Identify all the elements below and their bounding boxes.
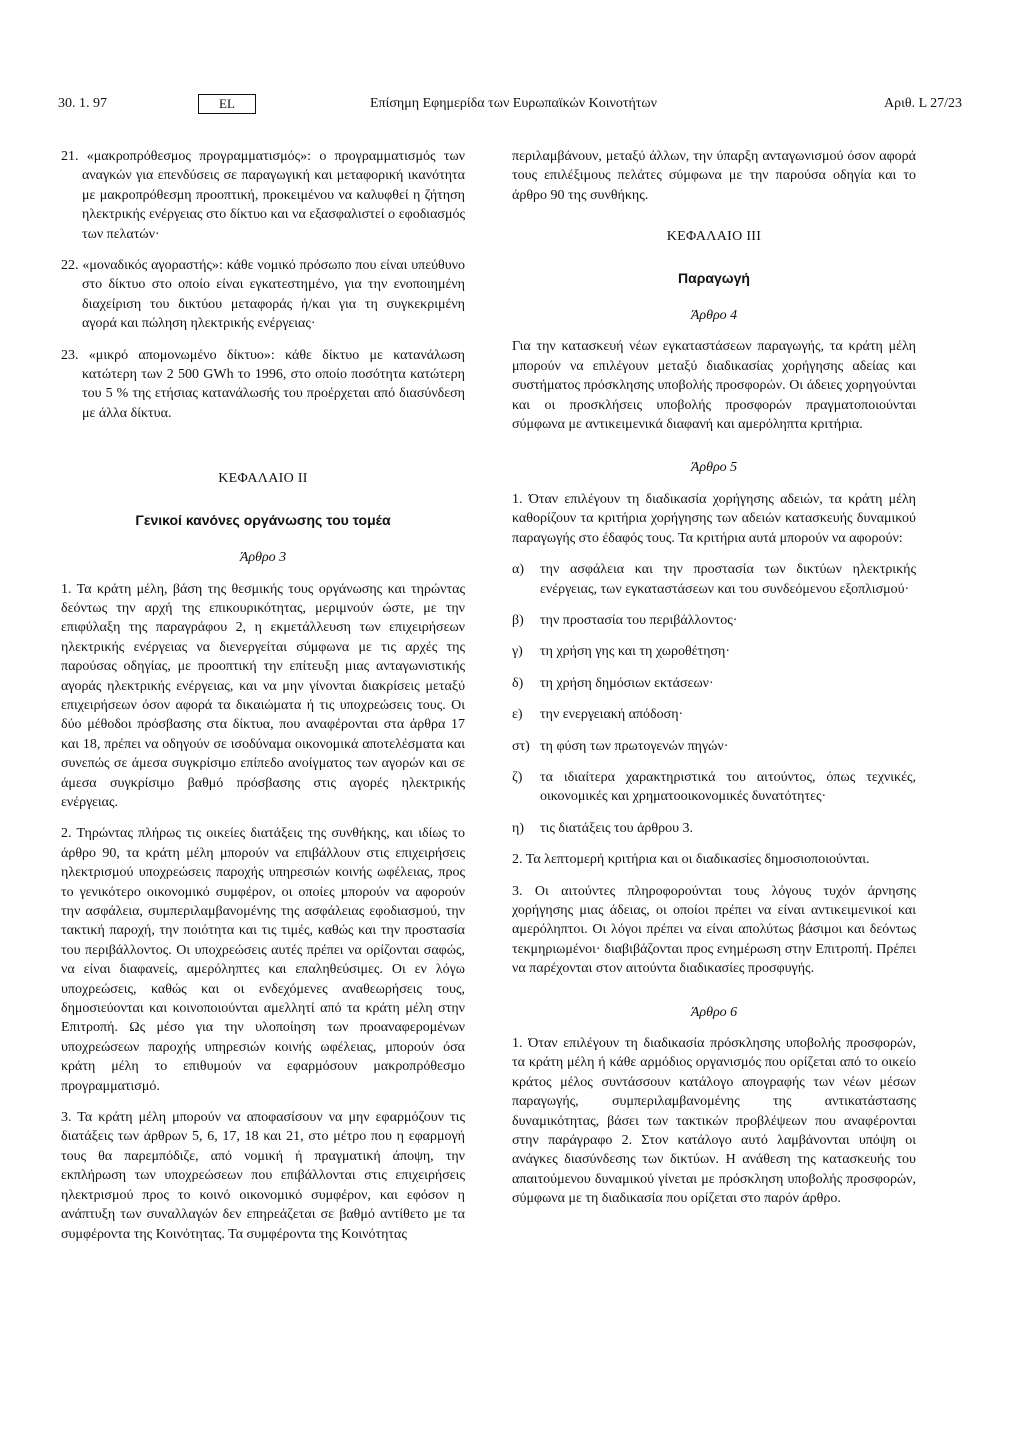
left-column — [61, 147, 465, 1256]
article-3-paragraph-3: 3. Τα κράτη μέλη μπορούν να αποφασίσουν να μην εφαρμόζουν τις διατάξεις των άρθρων 5, 6, 17, 18 και 21, στο μέτρο που η εφαρμογή τους θα παρεμπόδιζε, από νομική ή πραγματική άποψη, την εκπλήρωση των υποχρεώσεων που επιβάλλονται στις επιχειρήσεις ηλεκτρισμού προς το κοινό οικονομικό συμφέρον, και εφόσον η ανάπτυξη των συναλλαγών δεν επηρεάζεται σε βαθμό αντίθετο με τα συμφέροντα της Κοινότητας. Τα συμφέροντα της Κοινότητας — [61, 1110, 465, 1242]
item-label: ε) — [512, 707, 523, 723]
item-label: δ) — [512, 675, 524, 691]
item-text: τη φύση των πρωτογενών πηγών· — [540, 738, 729, 754]
issue-reference: Αριθ. L 27/23 — [884, 96, 962, 111]
article-3-paragraph-2: 2. Τηρώντας πλήρως τις οικείες διατάξεις της συνθήκης, και ιδίως το άρθρο 90, τα κράτη μέλη μπορούν να επιβάλλουν στις επιχειρήσεις ηλεκτρισμού υποχρεώσεις παροχής υπηρεσιών κοινής ωφέλειας, προς το γενικότερο οικονομικό συμφέρον, οι οποίες μπορούν να αφορούν την ασφάλεια, συμπεριλαμβανομένης της ασφάλειας εφοδιασμού, την τακτική παροχή, την ποιότητα και τις τιμές, καθώς και την προστασία του περιβάλλοντος. Οι υποχρεώσεις αυτές πρέπει να ορίζονται σαφώς, να είναι διαφανείς, αμερόληπτες και επαληθεύσιμες. Οι εν λόγω υποχρεώσεις, καθώς και οι ενδεχόμενες αναθεωρήσεις τους, δημοσιεύονται και κοινοποιούνται αμελλητί από τα κράτη μέλη στην Επιτροπή. Ως μέσο για την υλοποίηση των προαναφερομένων υποχρεώσεων παροχής υπηρεσιών κοινής ωφέλειας, μπορούν όσα κράτη μέλη το επιθυμούν να εφαρμόσουν μακροπρόθεσμο προγραμματισμό. — [61, 826, 465, 1094]
definition-23: 23. «μικρό απομονωμένο δίκτυο»: κάθε δίκτυο με κατανάλωση κατώτερη των 2 500 GWh το 1996, στο οποίο ποσότητα κατώτερη του 5 % της ετήσιας κατανάλωσής του προέρχεται από διασύνδεση με άλλα δίκτυα. — [61, 347, 465, 421]
item-text: τη χρήση δημόσιων εκτάσεων· — [540, 675, 714, 691]
page-header — [58, 94, 962, 118]
item-text: τη χρήση γης και τη χωροθέτηση· — [540, 644, 731, 660]
list-item — [512, 642, 916, 661]
item-label: γ) — [512, 644, 523, 660]
item-label: α) — [512, 562, 524, 578]
criteria-list — [512, 560, 916, 838]
chapter-title: ΚΕΦΑΛΑΙΟ ΙΙ — [218, 471, 308, 487]
item-label: η) — [512, 820, 524, 836]
article-3-title: Άρθρο 3 — [239, 550, 287, 566]
definition-21: 21. «μακροπρόθεσμος προγραμματισμός»: ο προγραμματισμός των αναγκών για επενδύσεις σε παραγωγική και μεταφορική ικανότητα με μακροπρόθεσμη προοπτική, προκειμένου να καλυφθεί η ζήτηση ηλεκτρικής ενέργειας στο δίκτυο και να εξασφαλιστεί ο εφοδιασμός των πελατών· — [61, 149, 465, 242]
item-text: τα ιδιαίτερα χαρακτηριστικά του αιτούντος, όπως τεχνικές, οικονομικές και χρηματοοικονομικές δυνατότητες· — [540, 769, 916, 805]
journal-title: Επίσημη Εφημερίδα των Ευρωπαϊκών Κοινοτήτων — [370, 96, 657, 111]
article-5-paragraph-2: 2. Τα λεπτομερή κριτήρια και οι διαδικασίες δημοσιοποιούνται. — [512, 852, 870, 868]
list-item — [512, 705, 916, 724]
item-text: την προστασία του περιβάλλοντος· — [540, 612, 738, 628]
item-label: ζ) — [512, 769, 523, 785]
right-column — [512, 147, 916, 1221]
chapter-heading: Γενικοί κανόνες οργάνωσης του τομέα — [135, 511, 391, 528]
list-item — [512, 560, 916, 599]
item-label: στ) — [512, 738, 530, 754]
article-4-text: Για την κατασκευή νέων εγκαταστάσεων παραγωγής, τα κράτη μέλη μπορούν να επιλέγουν μεταξύ διαδικασίας χορήγησης αδείας και συστήματος πρόσκλησης υποβολής προσφορών. Οι άδειες χορηγούνται και οι προσκλήσεις υποβολής προσφορών πραγματοποιούνται σύμφωνα με αντικειμενικά διαφανή και αμερόληπτα κριτήρια. — [512, 339, 916, 433]
article-3-continuation: περιλαμβάνουν, μεταξύ άλλων, την ύπαρξη ανταγωνισμού όσον αφορά τους επιλέξιμους πελάτες σύμφωνα με την παρούσα οδηγία και το άρθρο 90 της συνθήκης. — [512, 149, 916, 203]
list-item — [512, 819, 916, 838]
chapter-heading: Παραγωγή — [678, 269, 750, 286]
article-6-paragraph-1: 1. Όταν επιλέγουν τη διαδικασία πρόσκλησης υποβολής προσφορών, τα κράτη μέλη ή κάθε αρμόδιος οργανισμός που ορίζεται από το οικείο κράτος μέλος συντάσσουν κατάλογο απογραφής των νέων μέσων παραγωγής, συμπεριλαμβανομένης της αντικατάστασης δυναμικότητας, βάσει των τακτικών προβλέψεων που αναφέρονται στην παράγραφο 2. Στον κατάλογο αυτό λαμβάνονται υπόψη οι ανάγκες διασύνδεσης των δικτύων. Η ανάθεση της κατασκευής του απαιτούμενου δυναμικού γίνεται με πρόσκληση υποβολής προσφορών, σύμφωνα με τη διαδικασία που ορίζεται στο παρόν άρθρο. — [512, 1036, 916, 1207]
item-text: την ασφάλεια και την προστασία των δικτύων ηλεκτρικής ενέργειας, των εγκαταστάσεων και του συνδεόμενου εξοπλισμού· — [540, 562, 916, 597]
list-item — [512, 768, 916, 807]
item-text: την ενεργειακή απόδοση· — [540, 707, 684, 723]
article-3-paragraph-1: 1. Τα κράτη μέλη, βάση της θεσμικής τους οργάνωσης και τηρώντας δεόντως την αρχή της επικουρικότητας, μεριμνούν ώστε, με την επιφύλαξη της παραγράφου 2, η εκμετάλλευση των επιχειρήσεων ηλεκτρικής ενέργειας να διενεργείται σύμφωνα με τις αρχές της παρούσας οδηγίας, με προοπτική την επίτευξη μιας ανταγωνιστικής αγοράς ηλεκτρικής ενέργειας, και να μην γίνονται διακρίσεις μεταξύ επιχειρήσεων όσον αφορά τα δικαιώματα ή τις υποχρεώσεις τους. Οι δύο μέθοδοι πρόσβασης στα δίκτυα, που αναφέρονται στα άρθρα 17 και 18, πρέπει να οδηγούν σε ισοδύναμα οικονομικά αποτελέσματα και συνεπώς σε άμεσα συγκρίσιμο επίπεδο ανοίγματος των αγορών και σε άμεσα συγκρίσιμο βαθμό πρόσβασης στις αγορές ηλεκτρικής ενέργειας. — [61, 581, 465, 810]
article-4-title: Άρθρο 4 — [690, 308, 738, 324]
item-label: β) — [512, 612, 524, 628]
article-5-title: Άρθρο 5 — [690, 460, 738, 476]
definition-22: 22. «μοναδικός αγοραστής»: κάθε νομικό πρόσωπο που είναι υπεύθυνο στο δίκτυο στο οποίο είναι εγκατεστημένο, για την ενοποιημένη διαχείριση του δικτύου μεταφοράς ή/και για τη συγκεκριμένη αγορά και πώληση ηλεκτρικής ενέργειας· — [61, 258, 465, 332]
list-item — [512, 611, 916, 630]
chapter-title: ΚΕΦΑΛΑΙΟ ΙΙΙ — [666, 229, 762, 245]
issue-date: 30. 1. 97 — [58, 96, 107, 111]
list-item — [512, 737, 916, 756]
article-5-paragraph-1: 1. Όταν επιλέγουν τη διαδικασία χορήγησης αδειών, τα κράτη μέλη καθορίζουν τα κριτήρια χορήγησης των αδειών κατασκευής δυναμικού παραγωγής στο έδαφός τους. Τα κριτήρια αυτά μπορούν να αφορούν: — [512, 491, 916, 546]
list-item — [512, 674, 916, 693]
item-text: τις διατάξεις του άρθρου 3. — [540, 820, 694, 836]
article-6-title: Άρθρο 6 — [690, 1004, 738, 1020]
article-5-paragraph-3: 3. Οι αιτούντες πληροφορούνται τους λόγους τυχόν άρνησης χορήγησης μιας άδειας, οι οποίοι πρέπει να είναι αντικειμενικοί και αμερόληπτοι. Οι λόγοι πρέπει να είναι απολύτως βάσιμοι και δεόντως τεκμηριωμένοι· διαβιβάζονται προς ενημέρωση στην Επιτροπή. Πρέπει να παρέχονται στον αιτούντα διαδικασίες προσφυγής. — [512, 883, 916, 977]
language-badge: EL — [198, 94, 256, 114]
